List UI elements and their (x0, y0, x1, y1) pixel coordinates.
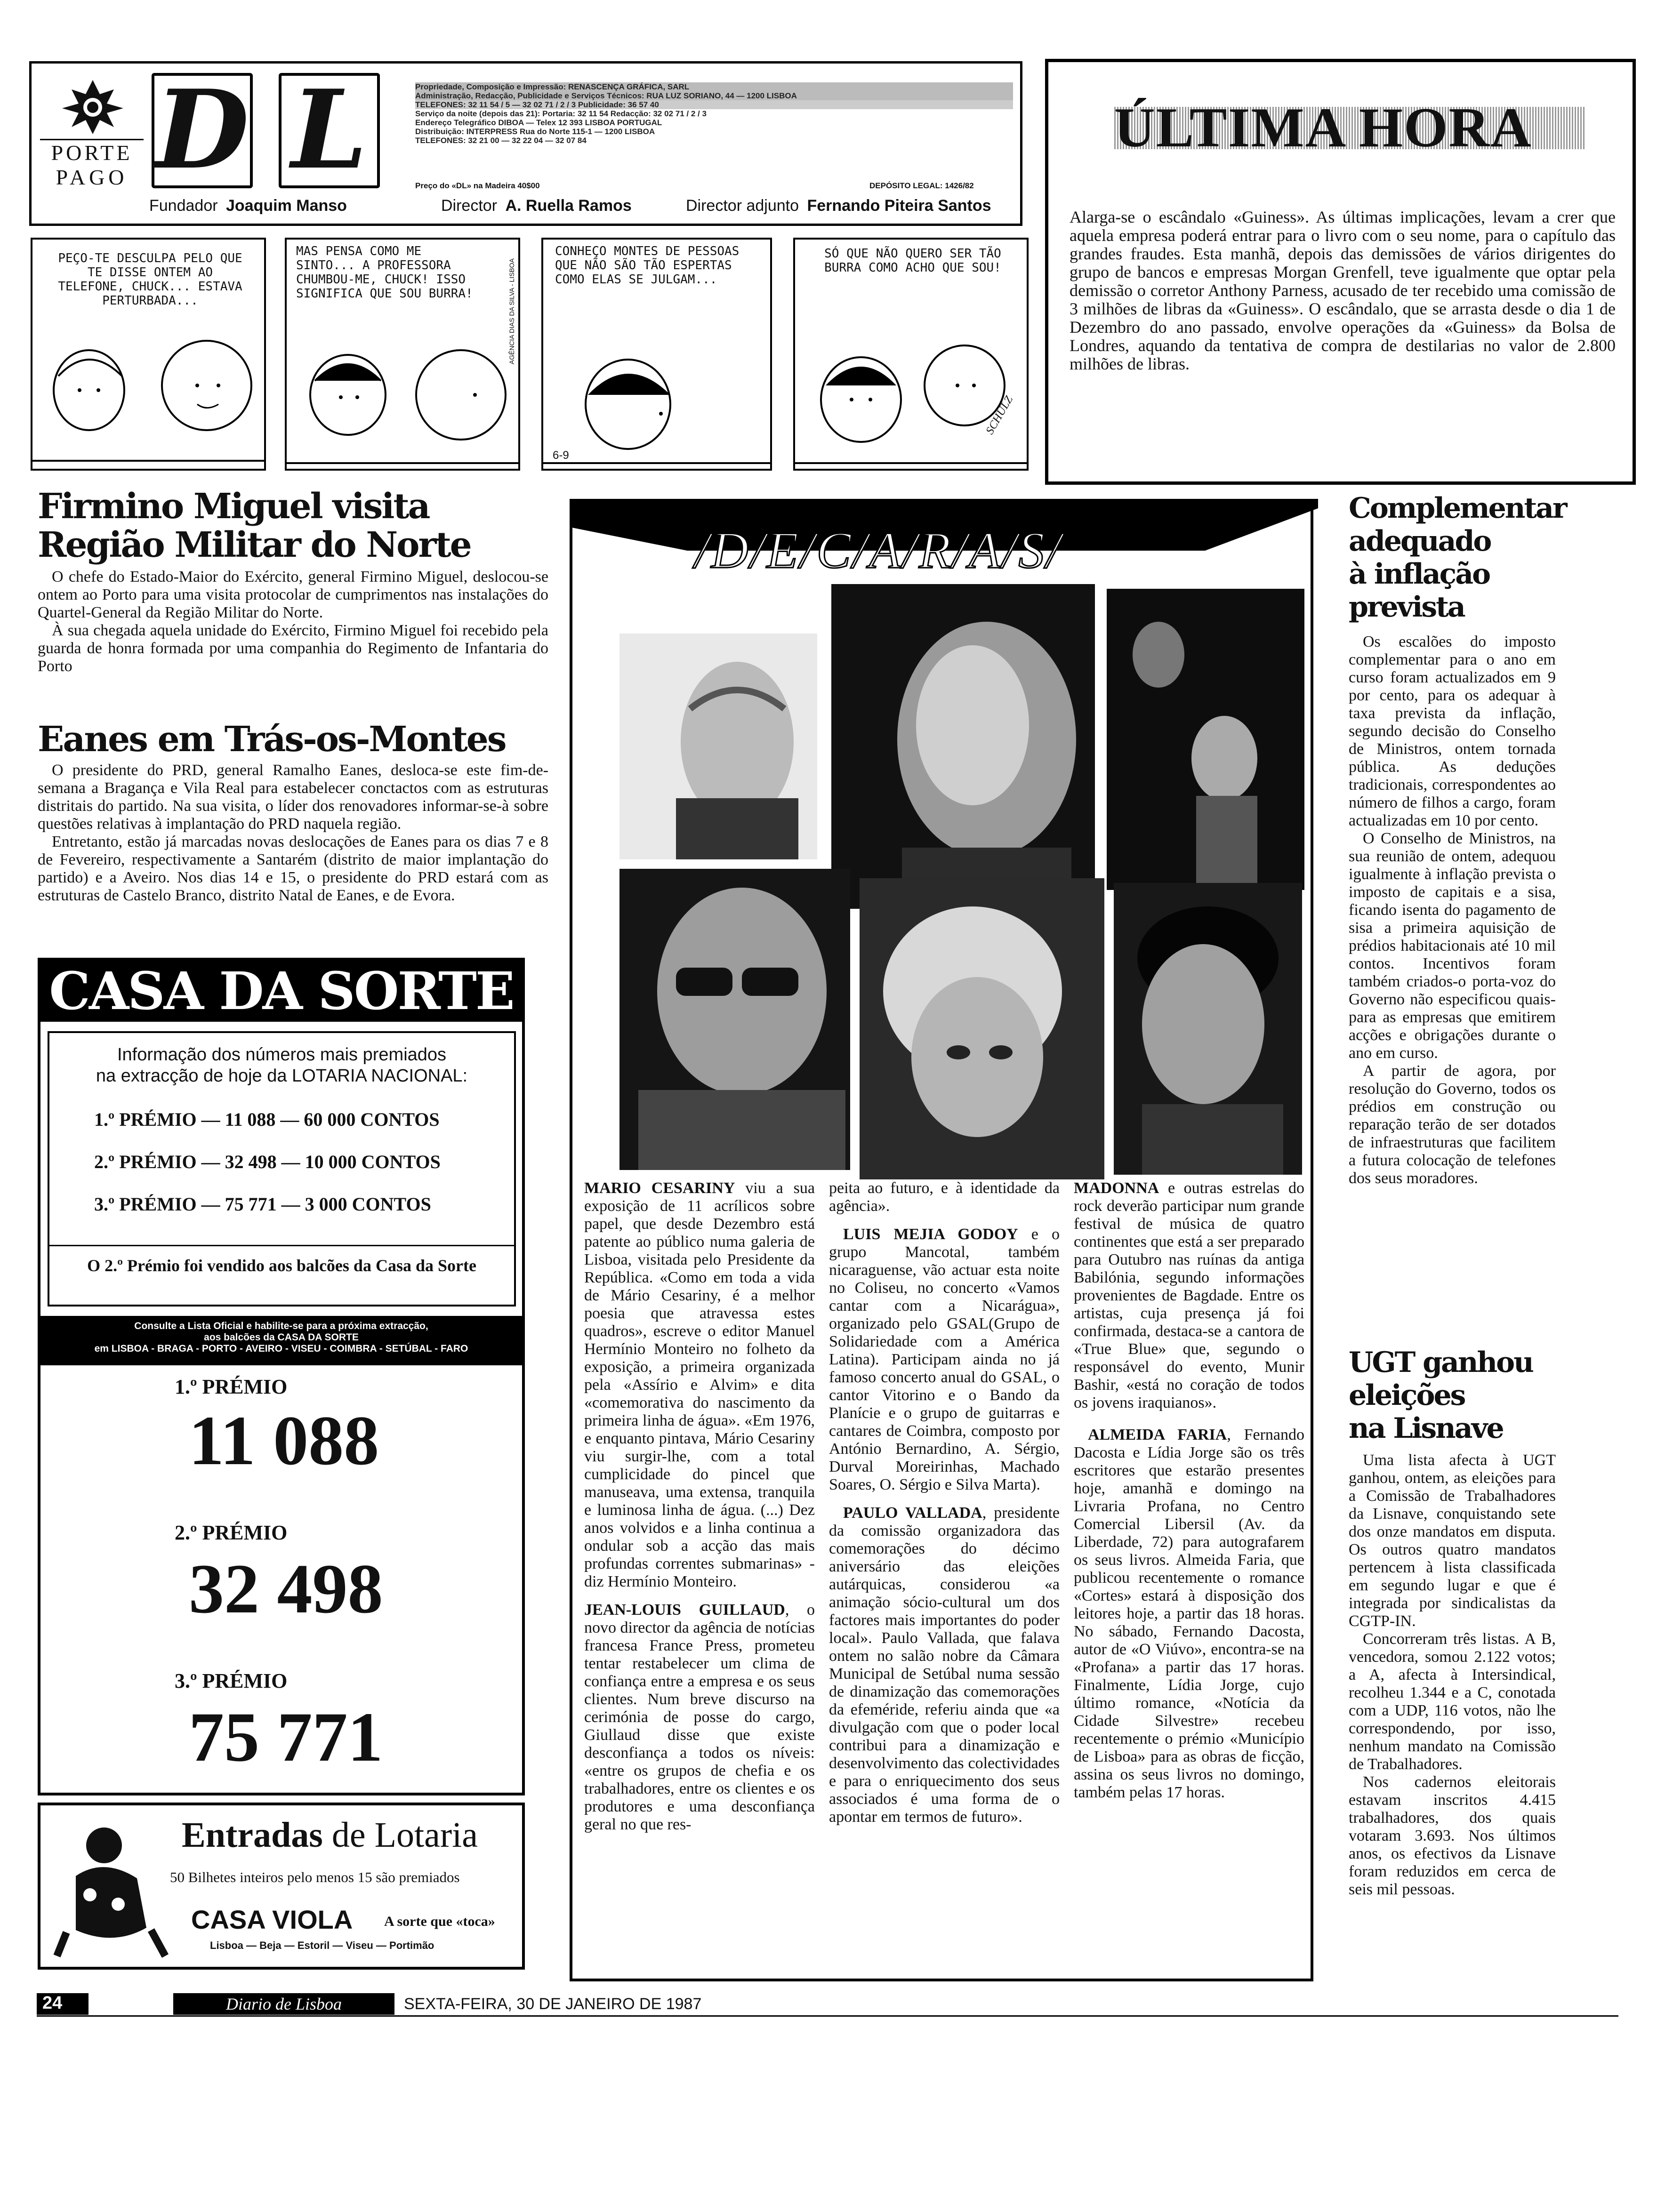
sorte-prize-3: 3.º PRÉMIO — 75 771 — 3 000 CONTOS (94, 1194, 431, 1215)
decaras-vallada-text: , presidente da comissão organizadora das comemorações do décimo aniversário das eleições autárquicas, considerou «a animação sócio-cultural um dos factores mais importantes do poder local». Paulo Vallada, que falava ontem no salão nobre da Câmara Municipal de Setúbal numa sessão de dinamização das comemorações da efeméride, referiu ainda que «a divulgação com que o poder local contribui para a dinamização e desenvolvimento das colectividades e para o enriquecimento dos seus associados é uma forma de o apontar em termos de futuro». (829, 1504, 1060, 1826)
comic-characters-icon (287, 338, 520, 470)
decaras-faria (1074, 1426, 1304, 1802)
photo-cesariny (619, 633, 817, 859)
firmino-p1: O chefe do Estado-Maior do Exército, general Firmino Miguel, deslocou-se ontem ao Porto para uma visita protocolar de cumprimentos nas instalações do Quartel-General da Região Militar do Norte. (38, 568, 548, 621)
comic-panel-4 (793, 238, 1029, 471)
complementar-p2: O Conselho de Ministros, na sua reunião de ontem, adequou igualmente à inflação prevista o imposto de capitais e a sisa, ficando isenta do pagamento de sisa a primeira aquisição de prédios habitacionais até 10 mil contos. Incentivos foram também criados-o porta-voz do Governo não especificou quais- para as empresas que emitirem acções e obrigações durante o ano em curso. (1349, 830, 1556, 1062)
pago-label: PAGO (56, 165, 128, 189)
sorte-consult-bar (40, 1316, 522, 1365)
complementar-headline-1: Complementar (1349, 492, 1566, 525)
adjunct-label: Director adjunto (686, 197, 799, 215)
firmino-headline-2: Região Militar do Norte (38, 525, 471, 565)
sorte-consult-2: aos balcões da CASA DA SORTE (204, 1332, 359, 1343)
logo-d: D (155, 66, 249, 193)
decaras-madonna-text: e outras estrelas do rock deverão participar num grande festival de música de quatro continentes que está a ser preparado para Outubro nas ruínas da antiga Babilónia, segundo informações provenientes de Bagdade. Entre os artistas, cuja presença já foi confirmada, destaca-se a cantora de «True Blue» que, segundo o responsável do evento, Munir Bashir, «está no coração de todos os jovens iraquianos». (1074, 1179, 1304, 1411)
sorte-big-2-label: 2.º PRÉMIO (175, 1521, 288, 1544)
decaras-guillaud-text: , o novo director da agência de notícias francesa France Press, prometeu tentar restabelecer um clima de confiança entre a empresa e os seus clientes. Num breve discurso na cerimónia de posse do cargo, Giullaud disse que existe desconfiança a todos os níveis: «entre os grupos de chefia e os trabalhadores, entre os clientes e os produtores e uma desconfiança geral no que res- (584, 1601, 815, 1833)
photo-godoy (831, 584, 1095, 909)
ugt-p2: Concorreram três listas. A B, vencedora, somou 2.122 votos; a A, afecta à Intersindical, recolheu 1.344 e a C, conotada com a UDP, 116 votos, não lhe correspondendo, por isso, nenhum mandato na Comissão de Trabalhadores. (1349, 1630, 1556, 1773)
comic-text-1: PEÇO-TE DESCULPA PELO QUE TE DISSE ONTEM AO TELEFONE, CHUCK... ESTAVA PERTURBADA... (58, 251, 242, 308)
ugt-p1: Uma lista afecta à UGT ganhou, ontem, as eleições para a Comissão de Trabalhadores da Lisnave, conquistando sete dos onze mandatos em disputa. Os outros quatro mandatos pertencem à lista classificada em segundo lugar e que é integrada por sindicalistas da CGTP-IN. (1349, 1451, 1556, 1630)
adjunct-name: Fernando Piteira Santos (807, 197, 991, 215)
photo-guillaud (619, 869, 850, 1170)
comic-characters-icon (543, 343, 772, 470)
director-name: A. Ruella Ramos (505, 197, 632, 215)
founder-label: Fundador (149, 197, 218, 215)
ugt-article (1349, 1346, 1631, 1899)
decaras-cesariny-text: viu a sua exposição de 11 acrílicos sobre papel, que desde Dezembro está patente ao público numa galeria de Lisboa, visitada pelo Presidente da República. «Como em toda a vida de Mário Cesariny, é a melhor poesia que atravessa estes quadros», escreve o editor Manuel Hermínio Monteiro no folheto da exposição, a primeira organizada pela «Assírio e Alvim» e dita «comemorativa do nascimento da primeira linha de água». «Em 1976, e enquanto pintava, Mário Cesariny viu surgir-lhe, com a total cumplicidade do pincel que manuseava, uma extensa, tranquila e luminosa linha de água. (...) Dez anos volvidos e a linha continua a ondular sob a acção das mais profundas correntes submarinas» - diz Hermínio Monteiro. (584, 1179, 815, 1590)
sorte-consult-1: Consulte a Lista Oficial e habilite-se para a próxima extracção, (134, 1321, 428, 1331)
footer-date: SEXTA-FEIRA, 30 DE JANEIRO DE 1987 (404, 1995, 702, 2013)
firmino-p2: À sua chegada aquela unidade do Exército, Firmino Miguel foi recebido pela guarda de honra formada por uma companhia do Regimento de Infantaria do Porto (38, 622, 548, 675)
eanes-headline: Eanes em Trás-os-Montes (38, 719, 506, 760)
imprint-line: Serviço da noite (depois das 21): Portaria: 32 11 54 Redacção: 32 02 71 / 2 / 3 (415, 109, 707, 118)
comic-characters-icon (795, 334, 1029, 470)
sorte-consult-3: em LISBOA - BRAGA - PORTO - AVEIRO - VISEU - COIMBRA - SETÚBAL - FARO (94, 1343, 468, 1354)
ugt-headline-3: na Lisnave (1349, 1412, 1503, 1445)
footer-page-number: 24 (37, 1993, 88, 2015)
firmino-headline-1: Firmino Miguel visita (38, 486, 429, 527)
decaras-title: /D/E/C/A/R/A/S/ (695, 521, 1063, 579)
comic-text-2: MAS PENSA COMO ME SINTO... A PROFESSORA CHUMBOU-ME, CHUCK! ISSO SIGNIFICA QUE SOU BURRA! (296, 244, 473, 301)
imprint-line: TELEFONES: 32 21 00 — 32 22 04 — 32 07 84 (415, 136, 587, 145)
photo-performer (1107, 589, 1304, 890)
adjunct-credit (686, 197, 991, 215)
imprint-line: TELEFONES: 32 11 54 / 5 — 32 02 71 / 2 / 3 Publicidade: 36 57 40 (415, 100, 1013, 109)
director-credit (441, 197, 632, 215)
footer-paper-name: Diario de Lisboa (173, 1993, 394, 2015)
sorte-info-1: Informação dos números mais premiados (117, 1045, 447, 1065)
decaras-vallada-lead: PAULO VALLADA (843, 1504, 982, 1522)
imprint-block (415, 82, 1013, 145)
eanes-article (38, 720, 548, 905)
sorte-big-2-num: 32 498 (189, 1550, 383, 1628)
decaras-godoy-lead: LUIS MEJIA GODOY (843, 1226, 1018, 1243)
casa-viola-ad (38, 1803, 525, 1970)
sorte-big-1-label: 1.º PRÉMIO (175, 1375, 288, 1398)
ugt-headline-2: eleições (1349, 1379, 1465, 1412)
masthead (29, 61, 1022, 226)
sorte-results-box (48, 1031, 516, 1306)
eanes-p2: Entretanto, estão já marcadas novas deslocações de Eanes para os dias 7 e 8 de Fevereiro, respectivamente a Santarém (distrito de maior implantação do partido) e a Aveiro. Nos dias 14 e 15, o presidente do PRD estará com as estruturas de Castelo Branco, distrito Natal de Eanes, e de Evora. (38, 833, 548, 904)
comic-strip (31, 238, 1029, 471)
decaras-godoy (829, 1226, 1060, 1494)
sorte-info-2: na extracção de hoje da LOTARIA NACIONAL: (96, 1066, 468, 1086)
decaras-guillaud-lead: JEAN-LOUIS GUILLAUD (584, 1601, 785, 1619)
sorte-prize-2: 2.º PRÉMIO — 32 498 — 10 000 CONTOS (94, 1151, 441, 1172)
comic-credit: AGÊNCIA DIAS DA SILVA - LISBOA (508, 258, 515, 365)
comic-text-4: SÓ QUE NÃO QUERO SER TÃO BURRA COMO ACHO QUE SOU! (824, 247, 1001, 275)
price-line: Preço do «DL» na Madeira 40$00 (415, 181, 540, 190)
imprint-line: Distribuição: INTERPRESS Rua do Norte 115-1 — 1200 LISBOA (415, 127, 655, 136)
comic-date-mark: 6-9 (553, 449, 569, 462)
deposit-line: DEPÓSITO LEGAL: 1426/82 (869, 181, 974, 190)
firmino-article (38, 487, 548, 675)
decaras-madonna (1074, 1179, 1304, 1412)
founder-credit (149, 197, 347, 215)
logo-l-box (279, 66, 380, 193)
imprint-line: Administração, Redacção, Publicidade e Serviços Técnicos: RUA LUZ SORIANO, 44 — 1200 LISBOA (415, 91, 1013, 100)
ultima-hora-body: Alarga-se o escândalo «Guiness». As últimas implicações, levam a crer que aquela empresa poderá entrar para o livro com o seu nome, para o capítulo das grandes fraudes. Esta manhã, depois das demissões de vários dirigentes do grupo de bancos e empresas Morgan Grenfell, teve igualmente que optar pela demissão o corretor Anthony Parness, acusado de ter recebido uma comissão de 3 milhões de libras da «Guiness». O escândalo, que se arrasta desde o dia 1 de Dezembro do ano passado, envolve operações da «Guiness» da Bolsa de Londres, aquando da tentativa de compra de destilarias no valor de 2.800 milhões de libras. (1070, 208, 1616, 373)
decaras-godoy-text: e o grupo Mancotal, também nicaraguense, vão actuar esta noite no Coliseu, no concerto «Vamos cantar com a Nicarágua», organizado pelo GSAL(Grupo de Solidariedade com a América Latina). Participam ainda no já famoso concerto anual do GSAL, o cantor Vitorino e o Bando da Planície e o grupo de guitarras e cantares de Coimbra, composto por António Bernardino, A. Sérgio, Durval Moreirinhas, Machado Soares, O. Sérgio e Silva Marta). (829, 1226, 1060, 1493)
decaras-guillaud-cont: peita ao futuro, e à identidade da agência». (829, 1179, 1060, 1215)
imprint-line: Endereço Telegráfico DIBOA — Telex 12 393 LISBOA PORTUGAL (415, 118, 662, 127)
decaras-section (570, 499, 1313, 1981)
comic-signature: SCHULZ (983, 394, 1015, 437)
viola-sub: 50 Bilhetes inteiros pelo menos 15 são premiados (170, 1869, 460, 1885)
imprint-line: Propriedade, Composição e Impressão: RENASCENÇA GRÁFICA, SARL (415, 82, 1013, 91)
comic-panel-3 (541, 238, 772, 471)
photo-madonna (860, 878, 1104, 1179)
viola-slogan: A sorte que «toca» (384, 1914, 495, 1929)
viola-cities: Lisboa — Beja — Estoril — Viseu — Portimão (210, 1940, 434, 1951)
comic-panel-2 (285, 238, 520, 471)
casa-da-sorte-ad (38, 958, 525, 1795)
porte-label: PORTE (40, 139, 144, 165)
comic-panel-1 (31, 238, 266, 471)
ugt-body (1349, 1451, 1556, 1899)
complementar-p1: Os escalões do imposto complementar para o ano em curso foram actualizados em 9 por cento, para os adequar à taxa prevista da inflação, segundo decisão do Conselho de Ministros, ontem tornada pública. As deduções tradicionais, correspondentes ao número de filhos a cargo, foram actualizadas em 10 por cento. (1349, 633, 1556, 829)
complementar-headline-2: adequado (1349, 525, 1491, 558)
decaras-faria-lead: ALMEIDA FARIA (1088, 1426, 1227, 1443)
viola-brand: CASA VIOLA (191, 1905, 353, 1934)
sorte-title: CASA DA SORTE (49, 961, 514, 1021)
decaras-cesariny (584, 1179, 815, 1591)
jester-icon (48, 1819, 175, 1961)
complementar-body (1349, 633, 1556, 1187)
sorte-prize-1: 1.º PRÉMIO — 11 088 — 60 000 CONTOS (94, 1109, 440, 1130)
comic-text-3: CONHEÇO MONTES DE PESSOAS QUE NÃO SÃO TÃO ESPERTAS COMO ELAS SE JULGAM... (555, 244, 740, 287)
ultima-hora-box (1045, 59, 1636, 485)
coat-of-arms-icon (57, 75, 128, 136)
decaras-vallada (829, 1504, 1060, 1826)
complementar-headline-3: à inflação (1349, 558, 1490, 591)
complementar-headline-4: prevista (1349, 591, 1464, 624)
decaras-madonna-lead: MADONNA (1074, 1179, 1159, 1197)
photo-actor (1114, 883, 1302, 1175)
logo-l: L (291, 66, 368, 193)
complementar-article (1349, 492, 1631, 1187)
sorte-big-3-num: 75 771 (189, 1698, 383, 1776)
sorte-sold-note: O 2.º Prémio foi vendido aos balcões da Casa da Sorte (49, 1245, 514, 1275)
footer (37, 1993, 1618, 2017)
comic-characters-icon (32, 329, 266, 470)
decaras-col-2 (829, 1179, 1060, 1826)
sorte-title-bar (40, 961, 522, 1022)
ultima-hora-title: ÚLTIMA HORA (1114, 96, 1532, 159)
decaras-col-3 (1074, 1179, 1304, 1802)
viola-title-bold: Entradas (182, 1815, 323, 1855)
ugt-p3: Nos cadernos eleitorais estavam inscritos 4.415 trabalhadores, dos quais votaram 3.693. Nos últimos anos, os efectivos da Lisnave foram reduzidos em cerca de seis mil pessoas. (1349, 1773, 1556, 1898)
viola-title (182, 1815, 478, 1856)
eanes-p1: O presidente do PRD, general Ramalho Eanes, desloca-se este fim-de-semana a Bragança e Vila Real para estabelecer conctactos com as estruturas distritais do partido. Na sua visita, o líder dos renovadores informar-se-à sobre questões relativas à implantação do PRD naquela região. (38, 761, 548, 833)
firmino-body (38, 568, 548, 675)
complementar-p3: A partir de agora, por resolução do Governo, todos os prédios em construção ou reparação terão de ser dotados de infraestruturas que facilitem a futura colocação de telefones dos seus moradores. (1349, 1062, 1556, 1187)
sorte-big-3-label: 3.º PRÉMIO (175, 1669, 288, 1692)
decaras-col-1 (584, 1179, 815, 1834)
decaras-faria-text: , Fernando Dacosta e Lídia Jorge são os três escritores que estarão presentes hoje, amanhã e domingo na Livraria Profana, no Centro Comercial Libersil (Av. da Liberdade, 72) para autografarem os seus livros. Almeida Faria, que publicou recentemente o romance «Cortes» estará à disposição dos leitores hoje, a partir das 18 horas. No sábado, Fernando Dacosta, autor de «O Viúvo», encontra-se na «Profana» a partir das 17 horas. Finalmente, Lídia Jorge, cujo último romance, «Notícia da Cidade Silvestre» recebeu recentemente o prémio «Município de Lisboa» para as obras de ficção, assina os seus livros no domingo, também pelas 17 horas. (1074, 1426, 1304, 1801)
sorte-big-1-num: 11 088 (189, 1402, 379, 1480)
decaras-cesariny-lead: MARIO CESARINY (584, 1179, 735, 1197)
director-label: Director (441, 197, 498, 215)
ugt-headline-1: UGT ganhou (1349, 1346, 1533, 1379)
viola-title-rest: de Lotaria (322, 1815, 478, 1855)
decaras-guillaud (584, 1601, 815, 1834)
eanes-body (38, 761, 548, 905)
logo-d-box (152, 66, 253, 193)
founder-name: Joaquim Manso (226, 197, 347, 215)
